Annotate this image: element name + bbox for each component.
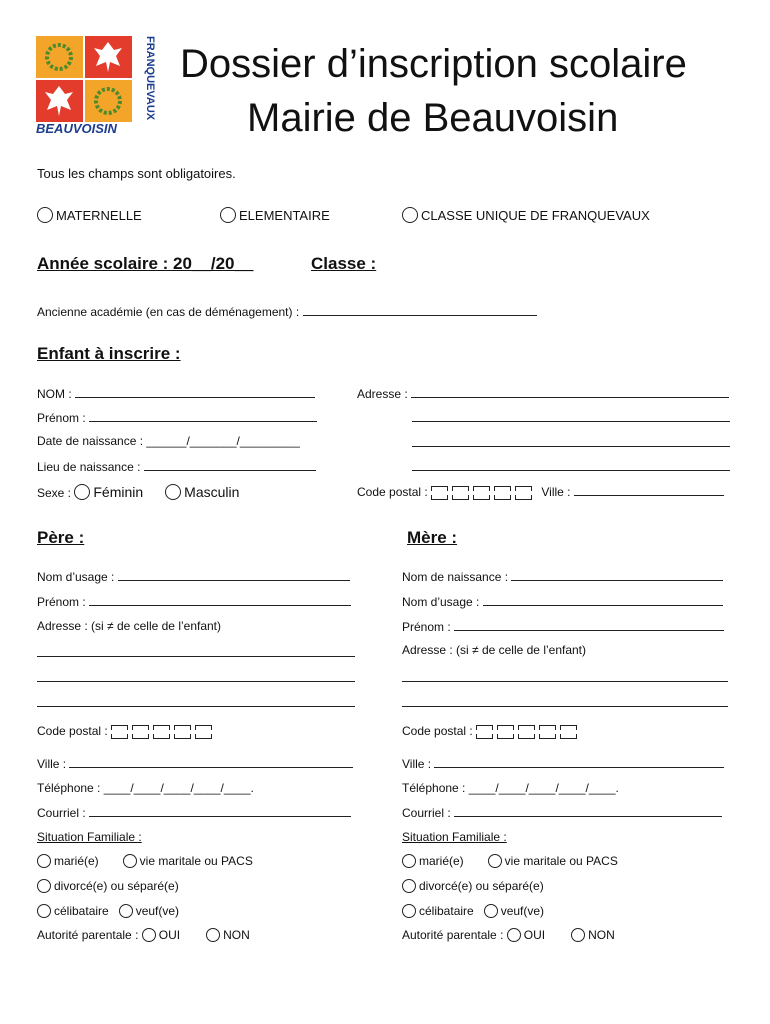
label-elementaire: ELEMENTAIRE <box>239 208 330 223</box>
mere-radio-vie-maritale[interactable] <box>488 854 502 868</box>
pere-adresse-line-1[interactable] <box>37 656 355 657</box>
pere-adresse-line-3[interactable] <box>37 706 355 707</box>
mere-nom-naissance-field[interactable] <box>511 569 723 581</box>
pere-situation-row3 <box>37 904 179 918</box>
pere-adresse-line-2[interactable] <box>37 681 355 682</box>
pere-code-postal <box>37 724 216 739</box>
radio-classe-unique[interactable] <box>402 207 418 223</box>
pere-adresse-label: Adresse : (si ≠ de celle de l’enfant) <box>37 619 222 633</box>
label-classe-unique: CLASSE UNIQUE DE FRANQUEVAUX <box>421 208 650 223</box>
option-elementaire[interactable] <box>220 207 330 223</box>
enfant-adresse-line-2[interactable] <box>412 421 730 422</box>
pere-code-postal-boxes[interactable] <box>111 724 216 738</box>
ancienne-academie-field[interactable] <box>303 304 537 316</box>
enfant-prenom-field[interactable] <box>89 410 317 422</box>
enfant-adresse-field[interactable] <box>411 386 729 398</box>
pere-radio-celibataire[interactable] <box>37 904 51 918</box>
option-classe-unique[interactable] <box>402 207 650 223</box>
enfant-adresse-line-3[interactable] <box>412 446 730 447</box>
mere-radio-divorce[interactable] <box>402 879 416 893</box>
pere-radio-non[interactable] <box>206 928 220 942</box>
mere-code-postal-boxes[interactable] <box>476 724 581 738</box>
radio-maternelle[interactable] <box>37 207 53 223</box>
enfant-code-postal-label: Code postal : <box>357 485 432 499</box>
pere-ville-label: Ville : <box>37 757 70 771</box>
enfant-sexe-label: Sexe : <box>37 486 75 500</box>
mere-label-veuf: veuf(ve) <box>500 904 545 918</box>
enfant-nom-field[interactable] <box>75 386 315 398</box>
enfant-ville-label: Ville : <box>541 485 574 499</box>
mere-ville-field[interactable] <box>434 756 724 768</box>
label-masculin: Masculin <box>184 484 240 500</box>
mere-adresse-line-2[interactable] <box>402 706 728 707</box>
enfant-prenom <box>37 410 317 425</box>
classe-label[interactable]: Classe : <box>311 254 377 273</box>
pere-prenom <box>37 594 351 609</box>
mere-radio-oui[interactable] <box>507 928 521 942</box>
enfant-code-postal-boxes[interactable] <box>431 485 536 499</box>
pere-label-marie: marié(e) <box>54 854 99 868</box>
mere-label-non: NON <box>588 928 615 942</box>
mere-label-divorce: divorcé(e) ou séparé(e) <box>419 879 544 893</box>
pere-ville <box>37 756 353 771</box>
mere-radio-veuf[interactable] <box>484 904 498 918</box>
mere-nom-usage-label: Nom d’usage : <box>402 595 483 609</box>
mere-nom-usage-field[interactable] <box>483 594 723 606</box>
pere-label-vie-maritale: vie maritale ou PACS <box>139 854 253 868</box>
enfant-lieu-label: Lieu de naissance : <box>37 460 144 474</box>
annee-scolaire[interactable]: Année scolaire : 20__/20__ <box>37 254 254 273</box>
enfant-heading: Enfant à inscrire : <box>37 344 181 363</box>
mere-courriel <box>402 805 722 820</box>
pere-heading: Père : <box>37 528 85 547</box>
mere-adresse-line-1[interactable] <box>402 681 728 682</box>
mere-telephone[interactable]: Téléphone : ____/____/____/____/____. <box>402 781 619 795</box>
pere-nom-usage-field[interactable] <box>118 569 350 581</box>
pere-ville-field[interactable] <box>69 756 353 768</box>
mere-courriel-field[interactable] <box>454 805 722 817</box>
pere-prenom-label: Prénom : <box>37 595 90 609</box>
mere-autorite-label: Autorité parentale : <box>402 928 507 942</box>
mere-code-postal <box>402 724 581 739</box>
pere-radio-marie[interactable] <box>37 854 51 868</box>
mere-radio-marie[interactable] <box>402 854 416 868</box>
required-notice: Tous les champs sont obligatoires. <box>37 166 236 181</box>
ancienne-academie <box>37 304 537 319</box>
pere-situation-label: Situation Familiale : <box>37 830 142 844</box>
label-feminin: Féminin <box>93 484 144 500</box>
pere-courriel-field[interactable] <box>89 805 351 817</box>
mere-label-marie: marié(e) <box>419 854 464 868</box>
pere-label-veuf: veuf(ve) <box>135 904 180 918</box>
option-maternelle[interactable] <box>37 207 142 223</box>
enfant-lieu-field[interactable] <box>144 459 316 471</box>
mere-situation-row1 <box>402 854 618 868</box>
radio-feminin[interactable] <box>74 484 90 500</box>
pere-radio-vie-maritale[interactable] <box>123 854 137 868</box>
enfant-adresse-line-4[interactable] <box>412 470 730 471</box>
enfant-code-postal <box>357 484 724 500</box>
mere-label-oui: OUI <box>523 928 546 942</box>
mere-nom-usage <box>402 594 723 609</box>
pere-courriel-label: Courriel : <box>37 806 90 820</box>
pere-courriel <box>37 805 351 820</box>
enfant-ville-field[interactable] <box>574 484 724 496</box>
svg-text:FRANQUEVAUX: FRANQUEVAUX <box>144 36 156 121</box>
pere-nom-usage <box>37 569 350 584</box>
pere-autorite-label: Autorité parentale : <box>37 928 142 942</box>
pere-radio-veuf[interactable] <box>119 904 133 918</box>
mere-prenom-label: Prénom : <box>402 620 455 634</box>
enfant-nom <box>37 386 315 401</box>
mere-radio-celibataire[interactable] <box>402 904 416 918</box>
enfant-prenom-label: Prénom : <box>37 411 90 425</box>
mere-situation-label: Situation Familiale : <box>402 830 507 844</box>
mere-courriel-label: Courriel : <box>402 806 455 820</box>
svg-text:BEAUVOISIN: BEAUVOISIN <box>36 121 117 136</box>
pere-code-postal-label: Code postal : <box>37 724 112 738</box>
mere-autorite <box>402 928 615 942</box>
coat-of-arms-icon <box>36 36 156 140</box>
pere-autorite <box>37 928 250 942</box>
label-maternelle: MATERNELLE <box>56 208 142 223</box>
enfant-lieu-naissance <box>37 459 316 474</box>
enfant-adresse <box>357 386 729 401</box>
mere-heading: Mère : <box>407 528 458 547</box>
pere-label-celibataire: célibataire <box>54 904 109 918</box>
enfant-adresse-label: Adresse : <box>357 387 412 401</box>
enfant-date-naissance[interactable]: Date de naissance : ______/_______/_________ <box>37 434 300 448</box>
pere-label-oui: OUI <box>158 928 181 942</box>
mere-nom-naissance-label: Nom de naissance : <box>402 570 512 584</box>
pere-label-divorce: divorcé(e) ou séparé(e) <box>54 879 179 893</box>
logo <box>36 36 156 140</box>
title-line-1: Dossier d’inscription scolaire <box>180 42 687 86</box>
mere-label-vie-maritale: vie maritale ou PACS <box>504 854 618 868</box>
mere-label-celibataire: célibataire <box>419 904 474 918</box>
enfant-nom-label: NOM : <box>37 387 75 401</box>
enfant-sexe <box>37 484 239 500</box>
mere-situation-row3 <box>402 904 544 918</box>
mere-prenom-field[interactable] <box>454 619 724 631</box>
radio-masculin[interactable] <box>165 484 181 500</box>
pere-label-non: NON <box>223 928 250 942</box>
mere-ville-label: Ville : <box>402 757 435 771</box>
mere-radio-non[interactable] <box>571 928 585 942</box>
pere-telephone[interactable]: Téléphone : ____/____/____/____/____. <box>37 781 254 795</box>
mere-nom-naissance <box>402 569 723 584</box>
pere-situation-row1 <box>37 854 253 868</box>
ancienne-academie-label: Ancienne académie (en cas de déménagement) : <box>37 305 303 319</box>
title-line-2: Mairie de Beauvoisin <box>247 96 619 140</box>
mere-prenom <box>402 619 724 634</box>
mere-adresse-label: Adresse : (si ≠ de celle de l’enfant) <box>402 643 587 657</box>
mere-situation-row2 <box>402 879 544 893</box>
radio-elementaire[interactable] <box>220 207 236 223</box>
pere-nom-usage-label: Nom d’usage : <box>37 570 118 584</box>
pere-radio-divorce[interactable] <box>37 879 51 893</box>
pere-prenom-field[interactable] <box>89 594 351 606</box>
pere-situation-row2 <box>37 879 179 893</box>
pere-radio-oui[interactable] <box>142 928 156 942</box>
mere-ville <box>402 756 724 771</box>
mere-code-postal-label: Code postal : <box>402 724 477 738</box>
